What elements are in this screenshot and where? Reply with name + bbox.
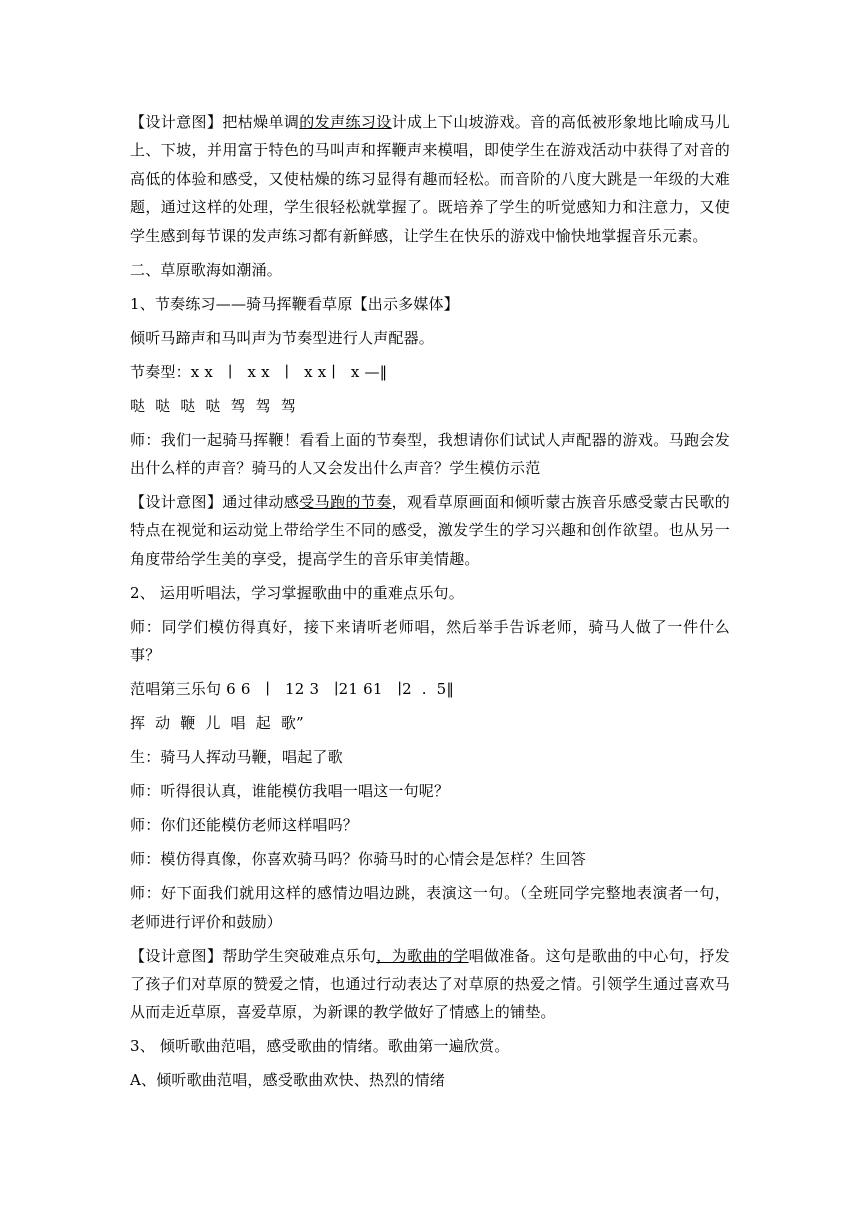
paragraph: 倾听马蹄声和马叫声为节奏型进行人声配器。 <box>130 328 435 347</box>
paragraph: 师：你们还能模仿老师这样唱吗？ <box>130 816 359 835</box>
paragraph: 师：模仿得真像，你喜欢骑马吗？你骑马时的心情会是怎样？生回答 <box>130 850 587 869</box>
paragraph: 师：听得很认真，谁能模仿我唱一唱这一句呢？ <box>130 782 450 801</box>
text: 帮助学生突破难点乐句 <box>222 946 377 965</box>
paragraph: 师：同学们模仿得真好，接下来请听老师唱，然后举手告诉老师，骑马人做了一件什么事？ <box>130 617 730 665</box>
paragraph: A、倾听歌曲范唱，感受歌曲欢快、热烈的情绪 <box>130 1071 446 1090</box>
subsection-heading: 3、 倾听歌曲范唱，感受歌曲的情绪。歌曲第一遍欣赏。 <box>130 1037 510 1056</box>
design-intent-label: 【设计意图】 <box>130 493 223 512</box>
rhythm-pattern: 节奏型：x x ∣ x x ∣ x x ∣ x —‖ <box>130 362 388 381</box>
paragraph: 生：骑马人挥动马鞭，唱起了歌 <box>130 748 343 767</box>
text: 通过律动感 <box>222 493 300 512</box>
design-intent-label: 【设计意图】 <box>130 113 223 131</box>
paragraph-design-intent-3 <box>130 942 730 1027</box>
rhythm-syllables: 哒 哒 哒 哒 驾 驾 驾 <box>130 396 297 415</box>
design-intent-label: 【设计意图】 <box>130 946 223 965</box>
paragraph-design-intent-2 <box>130 488 730 573</box>
section-heading: 二、草原歌海如潮涌。 <box>130 260 283 279</box>
underlined-text: ，为歌曲的学 <box>376 946 469 965</box>
paragraph: 师：好下面我们就用这样的感情边唱边跳，表演这一句。（全班同学完整地表演者一句，老师进行评价和鼓励） <box>130 884 730 931</box>
subsection-heading: 2、 运用听唱法，学习掌握歌曲中的重难点乐句。 <box>130 583 464 602</box>
melody-notation: 范唱第三乐句 6 6 ∣ 12 3 ∣21 61 ∣2 . 5‖ <box>130 680 455 699</box>
underlined-text: 受马跑的节奏 <box>299 493 392 512</box>
underlined-text: 的发声练习设 <box>299 113 392 131</box>
subsection-heading: 1、节奏练习——骑马挥鞭看草原【出示多媒体】 <box>130 294 459 313</box>
text: 把枯燥单调 <box>222 113 300 131</box>
document-body <box>130 108 730 1100</box>
lyrics-line: 挥 动 鞭 儿 唱 起 歌” <box>130 714 304 733</box>
text: 唱做准备。这句是歌曲的中心句，抒发了孩子们对草原的赞爱之情，也通过行动表达了对草原的热爱之情。引领学生通过喜欢马从而走近草原，喜爱草原，为新课的教学做好了情感上的铺垫。 <box>130 946 730 1022</box>
text: ，观看草原画面和倾听蒙古族音乐感受蒙古民歌的特点在视觉和运动觉上带给学生不同的感受，激发学生的学习兴趣和创作欲望。也从另一角度带给学生美的享受，提高学生的音乐审美情趣。 <box>130 493 731 568</box>
paragraph: 师：我们一起骑马挥鞭！看看上面的节奏型，我想请你们试试人声配器的游戏。马跑会发出什么样的声音？骑马的人又会发出什么声音？学生模仿示范 <box>130 430 730 478</box>
text: 计成上下山坡游戏。音的高低被形象地比喻成马儿上、下坡，并用富于特色的马叫声和挥鞭声来模唱，即使学生在游戏活动中获得了对音的高低的体验和感受，又使枯燥的练习显得有趣而轻松。而音阶的八度大跳是一年级的大难题，通过这样的处理，学生很轻松就掌握了。既培养了学生的听觉感知力和注意力，又使学生感到每节课的发声练习都有新鲜感，让学生在快乐的游戏中愉快地掌握音乐元素。 <box>130 113 731 245</box>
paragraph-design-intent-1 <box>130 108 730 250</box>
